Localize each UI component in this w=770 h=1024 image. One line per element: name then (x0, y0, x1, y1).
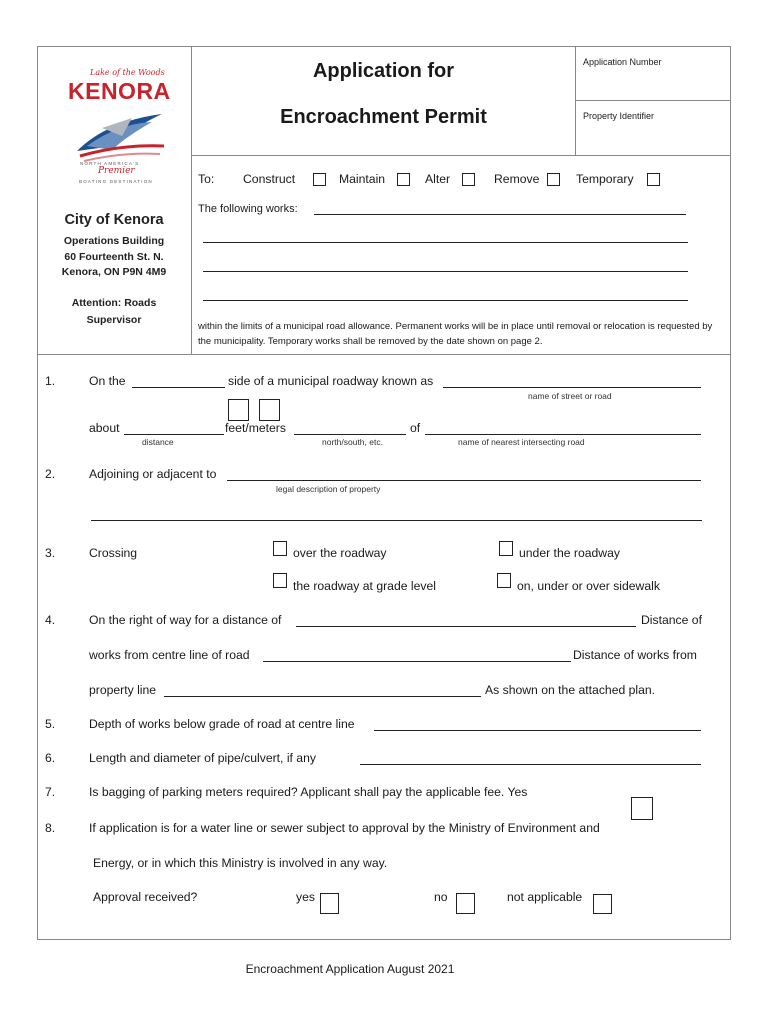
option-construct-label: Construct (243, 172, 296, 186)
maintain-checkbox[interactable] (397, 173, 410, 186)
frame-right (730, 46, 731, 940)
item-number-8: 8. (45, 821, 56, 835)
application-number-label: Application Number (583, 57, 662, 67)
under-roadway-checkbox[interactable] (499, 541, 513, 556)
q1-street-hint: name of street or road (528, 391, 612, 401)
q2-label: Adjoining or adjacent to (89, 467, 217, 481)
frame-divider-body (37, 354, 731, 355)
q8-na-label: not applicable (507, 890, 583, 904)
logo-script-text: Lake of the Woods (90, 68, 165, 77)
logo-tagline-2: Premier (98, 166, 135, 176)
q1-street-field[interactable] (443, 387, 701, 388)
over-roadway-checkbox[interactable] (273, 541, 287, 556)
option-temporary-label: Temporary (576, 172, 634, 186)
q4-attached-plan: As shown on the attached plan. (485, 683, 656, 697)
approval-na-checkbox[interactable] (593, 894, 612, 914)
attention-line-2: Supervisor (86, 313, 142, 326)
q3-under-roadway: under the roadway (519, 546, 620, 560)
title-line-2: Encroachment Permit (280, 106, 487, 128)
item-number-3: 3. (45, 546, 56, 560)
q1-feet-meters: feet/meters (225, 421, 286, 435)
q4-distance-of: Distance of (641, 613, 702, 627)
q4-distance-from: Distance of works from (573, 648, 697, 662)
q7-label: Is bagging of parking meters required? Applicant shall pay the applicable fee. Yes (89, 785, 528, 799)
q2-hint: legal description of property (276, 484, 381, 494)
option-maintain-label: Maintain (339, 172, 386, 186)
q1-side-text: side of a municipal roadway known as (228, 374, 434, 388)
attention-line-1: Attention: Roads (71, 297, 157, 309)
q1-direction-hint: north/south, etc. (322, 437, 383, 447)
logo-tagline-3: BOATING DESTINATION (79, 179, 153, 184)
attention-block (37, 295, 191, 328)
frame-left (37, 46, 38, 940)
property-identifier-label: Property Identifier (583, 111, 655, 121)
logo-wordmark: KENORA (68, 78, 171, 104)
q2-adjacent-field[interactable] (227, 480, 701, 481)
approval-yes-checkbox[interactable] (320, 893, 339, 914)
q8-yes-label: yes (296, 890, 315, 904)
q1-of: of (410, 421, 421, 435)
q1-distance-field[interactable] (124, 434, 224, 435)
q6-pipe-field[interactable] (360, 764, 701, 765)
address-line-1: Operations Building (63, 235, 165, 247)
q1-on-the: On the (89, 374, 126, 388)
q5-label: Depth of works below grade of road at centre line (89, 717, 355, 731)
q3-label: Crossing (89, 546, 138, 560)
q3-grade-level: the roadway at grade level (293, 579, 436, 593)
q4-property-line-field[interactable] (164, 696, 481, 697)
city-name: City of Kenora (64, 212, 164, 228)
q2-property-line-2[interactable] (91, 520, 702, 521)
address-line-2: 60 Fourteenth St. N. (64, 250, 164, 263)
item-number-1: 1. (45, 374, 56, 388)
title-line-1: Application for (312, 60, 455, 82)
item-number-4: 4. (45, 613, 56, 627)
works-description-line-2[interactable] (203, 242, 688, 243)
item-number-6: 6. (45, 751, 56, 765)
approval-no-checkbox[interactable] (456, 893, 475, 914)
q5-depth-field[interactable] (374, 730, 701, 731)
q1-about: about (89, 421, 120, 435)
to-label: To: (198, 172, 215, 186)
following-works-label: The following works: (198, 203, 298, 215)
alter-checkbox[interactable] (462, 173, 475, 186)
meters-checkbox[interactable] (259, 399, 280, 421)
footer-text: Encroachment Application August 2021 (245, 962, 455, 976)
remove-checkbox[interactable] (547, 173, 560, 186)
q8-line-2: Energy, or in which this Ministry is involved in any way. (93, 856, 388, 870)
logo-tagline-1: NORTH AMERICA'S (80, 161, 140, 166)
q6-label: Length and diameter of pipe/culvert, if any (89, 751, 316, 765)
frame-bottom (37, 939, 731, 940)
parking-meters-yes-checkbox[interactable] (631, 797, 653, 820)
works-description-line-4[interactable] (203, 300, 688, 301)
q4-right-of-way-field[interactable] (296, 626, 636, 627)
kenora-logo (62, 64, 177, 189)
q8-approval-label: Approval received? (93, 890, 198, 904)
q8-no-label: no (434, 890, 448, 904)
q8-line-1: If application is for a water line or sewer subject to approval by the Ministry of Environment and (89, 821, 600, 835)
q4-centre-line: works from centre line of road (89, 648, 250, 662)
boat-emblem-icon (72, 106, 167, 166)
q4-centre-line-field[interactable] (263, 661, 571, 662)
works-description-field[interactable] (314, 214, 686, 215)
q1-distance-hint: distance (142, 437, 174, 447)
sidewalk-checkbox[interactable] (497, 573, 511, 588)
grade-level-checkbox[interactable] (273, 573, 287, 588)
option-alter-label: Alter (425, 172, 451, 186)
feet-checkbox[interactable] (228, 399, 249, 421)
frame-top (37, 46, 731, 47)
temporary-checkbox[interactable] (647, 173, 660, 186)
item-number-2: 2. (45, 467, 56, 481)
item-number-5: 5. (45, 717, 56, 731)
q1-intersecting-road-field[interactable] (425, 434, 701, 435)
q1-intersecting-hint: name of nearest intersecting road (458, 437, 585, 447)
option-remove-label: Remove (494, 172, 540, 186)
frame-divider-header (191, 155, 731, 156)
q4-property-line: property line (89, 683, 157, 697)
q1-direction-field[interactable] (294, 434, 406, 435)
construct-checkbox[interactable] (313, 173, 326, 186)
frame-divider-property (575, 100, 731, 101)
frame-divider-vertical (191, 46, 192, 354)
q3-over-roadway: over the roadway (293, 546, 387, 560)
q1-side-field[interactable] (132, 387, 225, 388)
address-line-3: Kenora, ON P9N 4M9 (61, 266, 167, 278)
item-number-7: 7. (45, 785, 56, 799)
works-notice: within the limits of a municipal road allowance. Permanent works will be in place until removal or relocation is requested by the municipality. Temporary works shall be removed by the date shown on page 2. (198, 321, 713, 347)
works-description-line-3[interactable] (203, 271, 688, 272)
q3-sidewalk: on, under or over sidewalk (517, 579, 660, 593)
address-block (37, 234, 191, 281)
q4-right-of-way: On the right of way for a distance of (89, 613, 282, 627)
